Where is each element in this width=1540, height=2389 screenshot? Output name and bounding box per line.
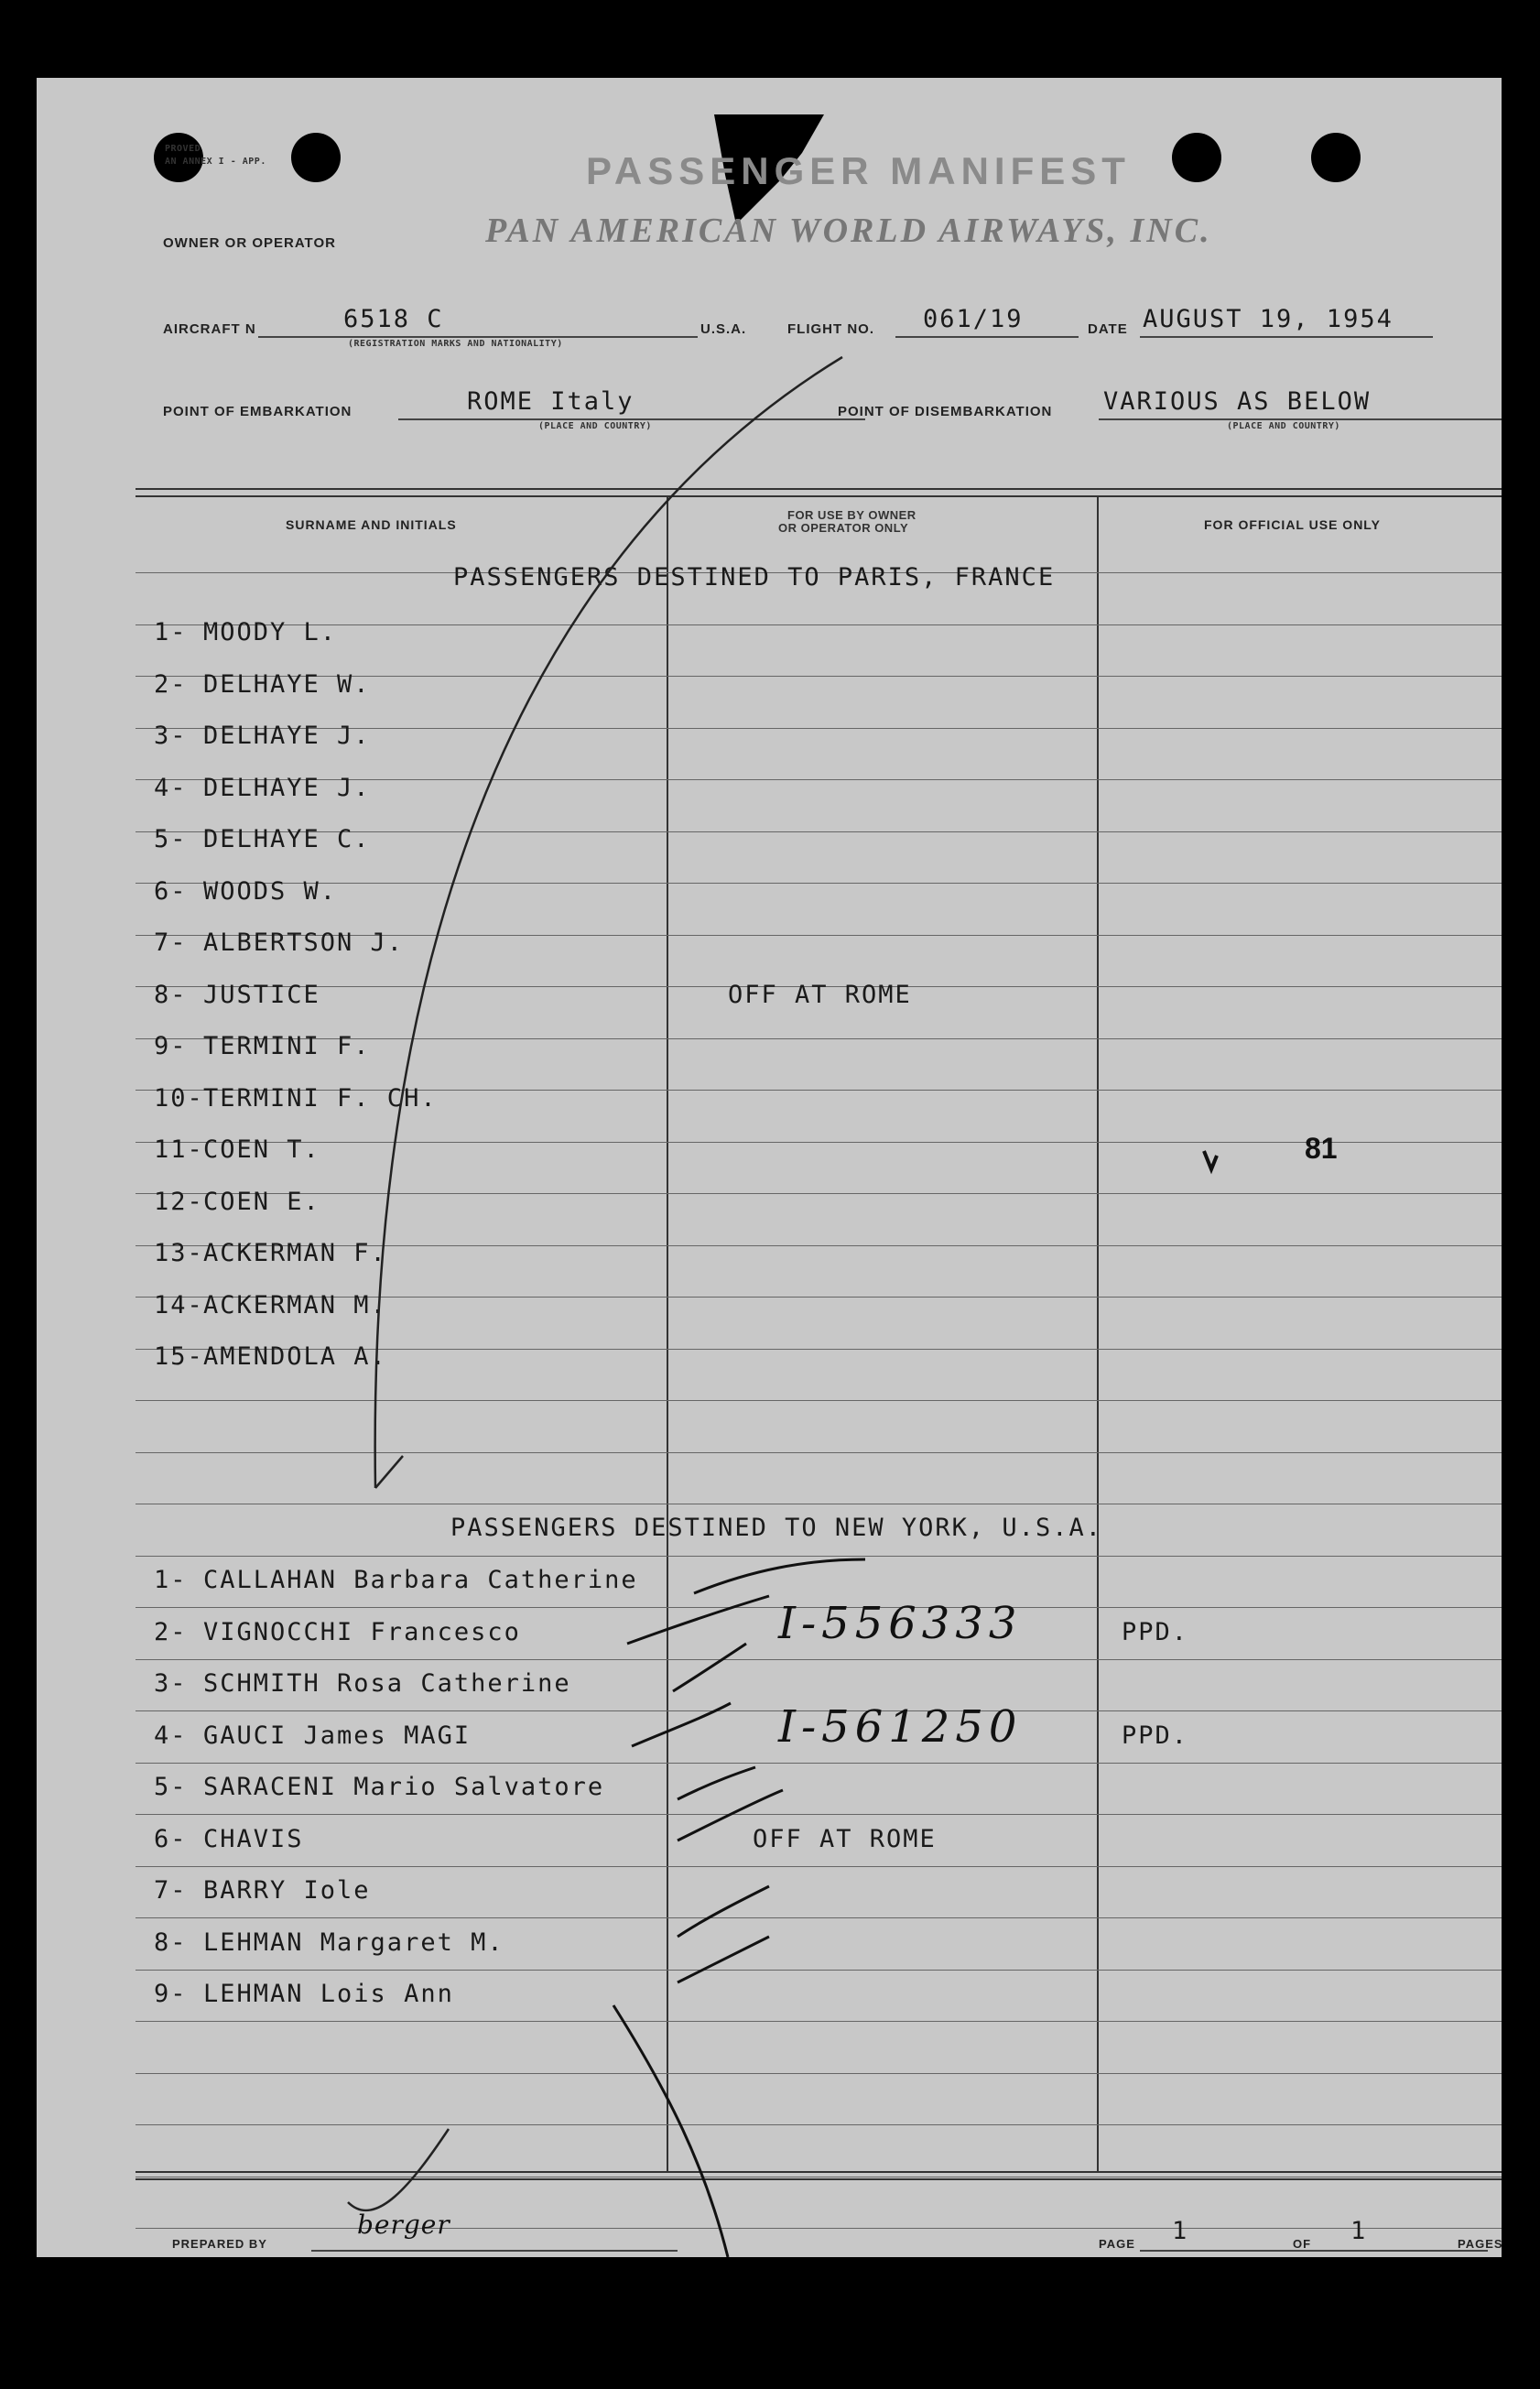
usa-label: U.S.A. [700,321,747,337]
passenger-name: WOODS W. [203,876,338,906]
page-title: PASSENGER MANIFEST [586,149,1131,192]
of-value: 1 [1350,2217,1368,2245]
section-heading-newyork: PASSENGERS DESTINED TO NEW YORK, U.S.A. [450,1514,1102,1542]
row-number: 12- [154,1187,204,1216]
row-number: 10- [154,1083,204,1113]
passenger-name: DELHAYE J. [203,773,371,802]
owner-value: PAN AMERICAN WORLD AIRWAYS, INC. [485,212,1212,250]
row-number: 1- [154,1566,188,1594]
embark-value: ROME Italy [467,387,634,416]
disembark-value: VARIOUS AS BELOW [1103,387,1372,416]
row-number: 14- [154,1290,204,1319]
row-number: 5- [154,825,188,853]
flight-value: 061/19 [923,305,1024,333]
passenger-name: LEHMAN Margaret M. [203,1927,504,1957]
passenger-name: ACKERMAN F. [203,1239,387,1267]
prepared-label: PREPARED BY [172,2237,267,2251]
row-number: 13- [154,1239,204,1267]
passenger-name: SARACENI Mario Salvatore [203,1773,605,1801]
row-number: 9- [154,1980,188,2008]
passenger-name: COEN E. [203,1187,320,1216]
row-note: OFF AT ROME [728,980,912,1009]
aircraft-label: AIRCRAFT N [163,321,256,337]
approval-stamp: PROVED [165,144,201,154]
row-number: 8- [154,980,188,1009]
passenger-name: DELHAYE W. [203,669,371,699]
page-value: 1 [1172,2217,1189,2245]
row-number: 4- [154,773,188,802]
col-header-owner-2: OR OPERATOR ONLY [778,521,909,535]
col-header-official: FOR OFFICIAL USE ONLY [1204,517,1381,532]
pen-strokes [37,78,1502,2257]
disembark-label: POINT OF DISEMBARKATION [838,404,1053,419]
passenger-name: BARRY Iole [203,1876,371,1905]
passenger-name: DELHAYE C. [203,825,371,853]
prepaid-mark: PPD. [1122,1617,1189,1646]
passenger-name: MOODY L. [203,618,338,646]
passenger-name: LEHMAN Lois Ann [203,1980,454,2008]
passenger-name: ACKERMAN M. [203,1290,387,1319]
passenger-name: COEN T. [203,1135,320,1164]
row-number: 9- [154,1032,188,1060]
passenger-name: TERMINI F. CH. [203,1083,438,1113]
row-number: 15- [154,1342,204,1371]
row-number: 2- [154,1617,188,1646]
date-label: DATE [1088,321,1128,337]
passenger-name: JUSTICE [203,980,320,1009]
row-number: 11- [154,1135,204,1164]
row-number: 7- [154,928,188,957]
col-header-owner-1: FOR USE BY OWNER [787,508,916,522]
prepaid-mark: PPD. [1122,1721,1189,1750]
aircraft-sub: (REGISTRATION MARKS AND NATIONALITY) [348,339,563,349]
row-note: OFF AT ROME [753,1824,937,1853]
page-label: PAGE [1099,2237,1135,2251]
flight-label: FLIGHT NO. [787,321,874,337]
row-number: 3- [154,722,188,750]
row-number: 7- [154,1876,188,1905]
passenger-name: CALLAHAN Barbara Catherine [203,1566,638,1594]
passenger-name: GAUCI James MAGI [203,1721,472,1750]
row-number: 6- [154,876,188,906]
passenger-name: VIGNOCCHI Francesco [203,1617,521,1646]
col-header-surname: SURNAME AND INITIALS [286,517,457,532]
row-number: 5- [154,1773,188,1801]
official-mark: 81 [1305,1132,1338,1165]
row-number: 3- [154,1669,188,1698]
prepared-signature: berger [357,2210,450,2240]
passenger-name: SCHMITH Rosa Catherine [203,1669,571,1698]
row-number: 2- [154,669,188,699]
passenger-name: AMENDOLA A. [203,1342,387,1371]
pages-label: PAGES [1458,2237,1503,2251]
section-heading-paris: PASSENGERS DESTINED TO PARIS, FRANCE [453,563,1056,592]
of-label: OF [1293,2237,1312,2251]
row-number: 4- [154,1721,188,1750]
embark-label: POINT OF EMBARKATION [163,404,352,419]
passenger-name: TERMINI F. [203,1032,371,1060]
owner-label: OWNER OR OPERATOR [163,235,336,251]
approval-stamp-line2: AN ANNEX I - APP. [165,157,266,167]
row-number: 8- [154,1927,188,1957]
row-number: 1- [154,618,188,646]
aircraft-value: 6518 C [343,305,444,333]
disembark-sub: (PLACE AND COUNTRY) [1227,421,1340,431]
passenger-name: CHAVIS [203,1824,304,1853]
embark-sub: (PLACE AND COUNTRY) [538,421,652,431]
passenger-name: ALBERTSON J. [203,928,405,957]
manifest-sheet [37,78,1502,2257]
ticket-number: I-561250 [778,1700,1023,1753]
date-value: AUGUST 19, 1954 [1143,305,1394,333]
ticket-number: I-556333 [778,1597,1023,1649]
passenger-name: DELHAYE J. [203,722,371,750]
row-number: 6- [154,1824,188,1853]
